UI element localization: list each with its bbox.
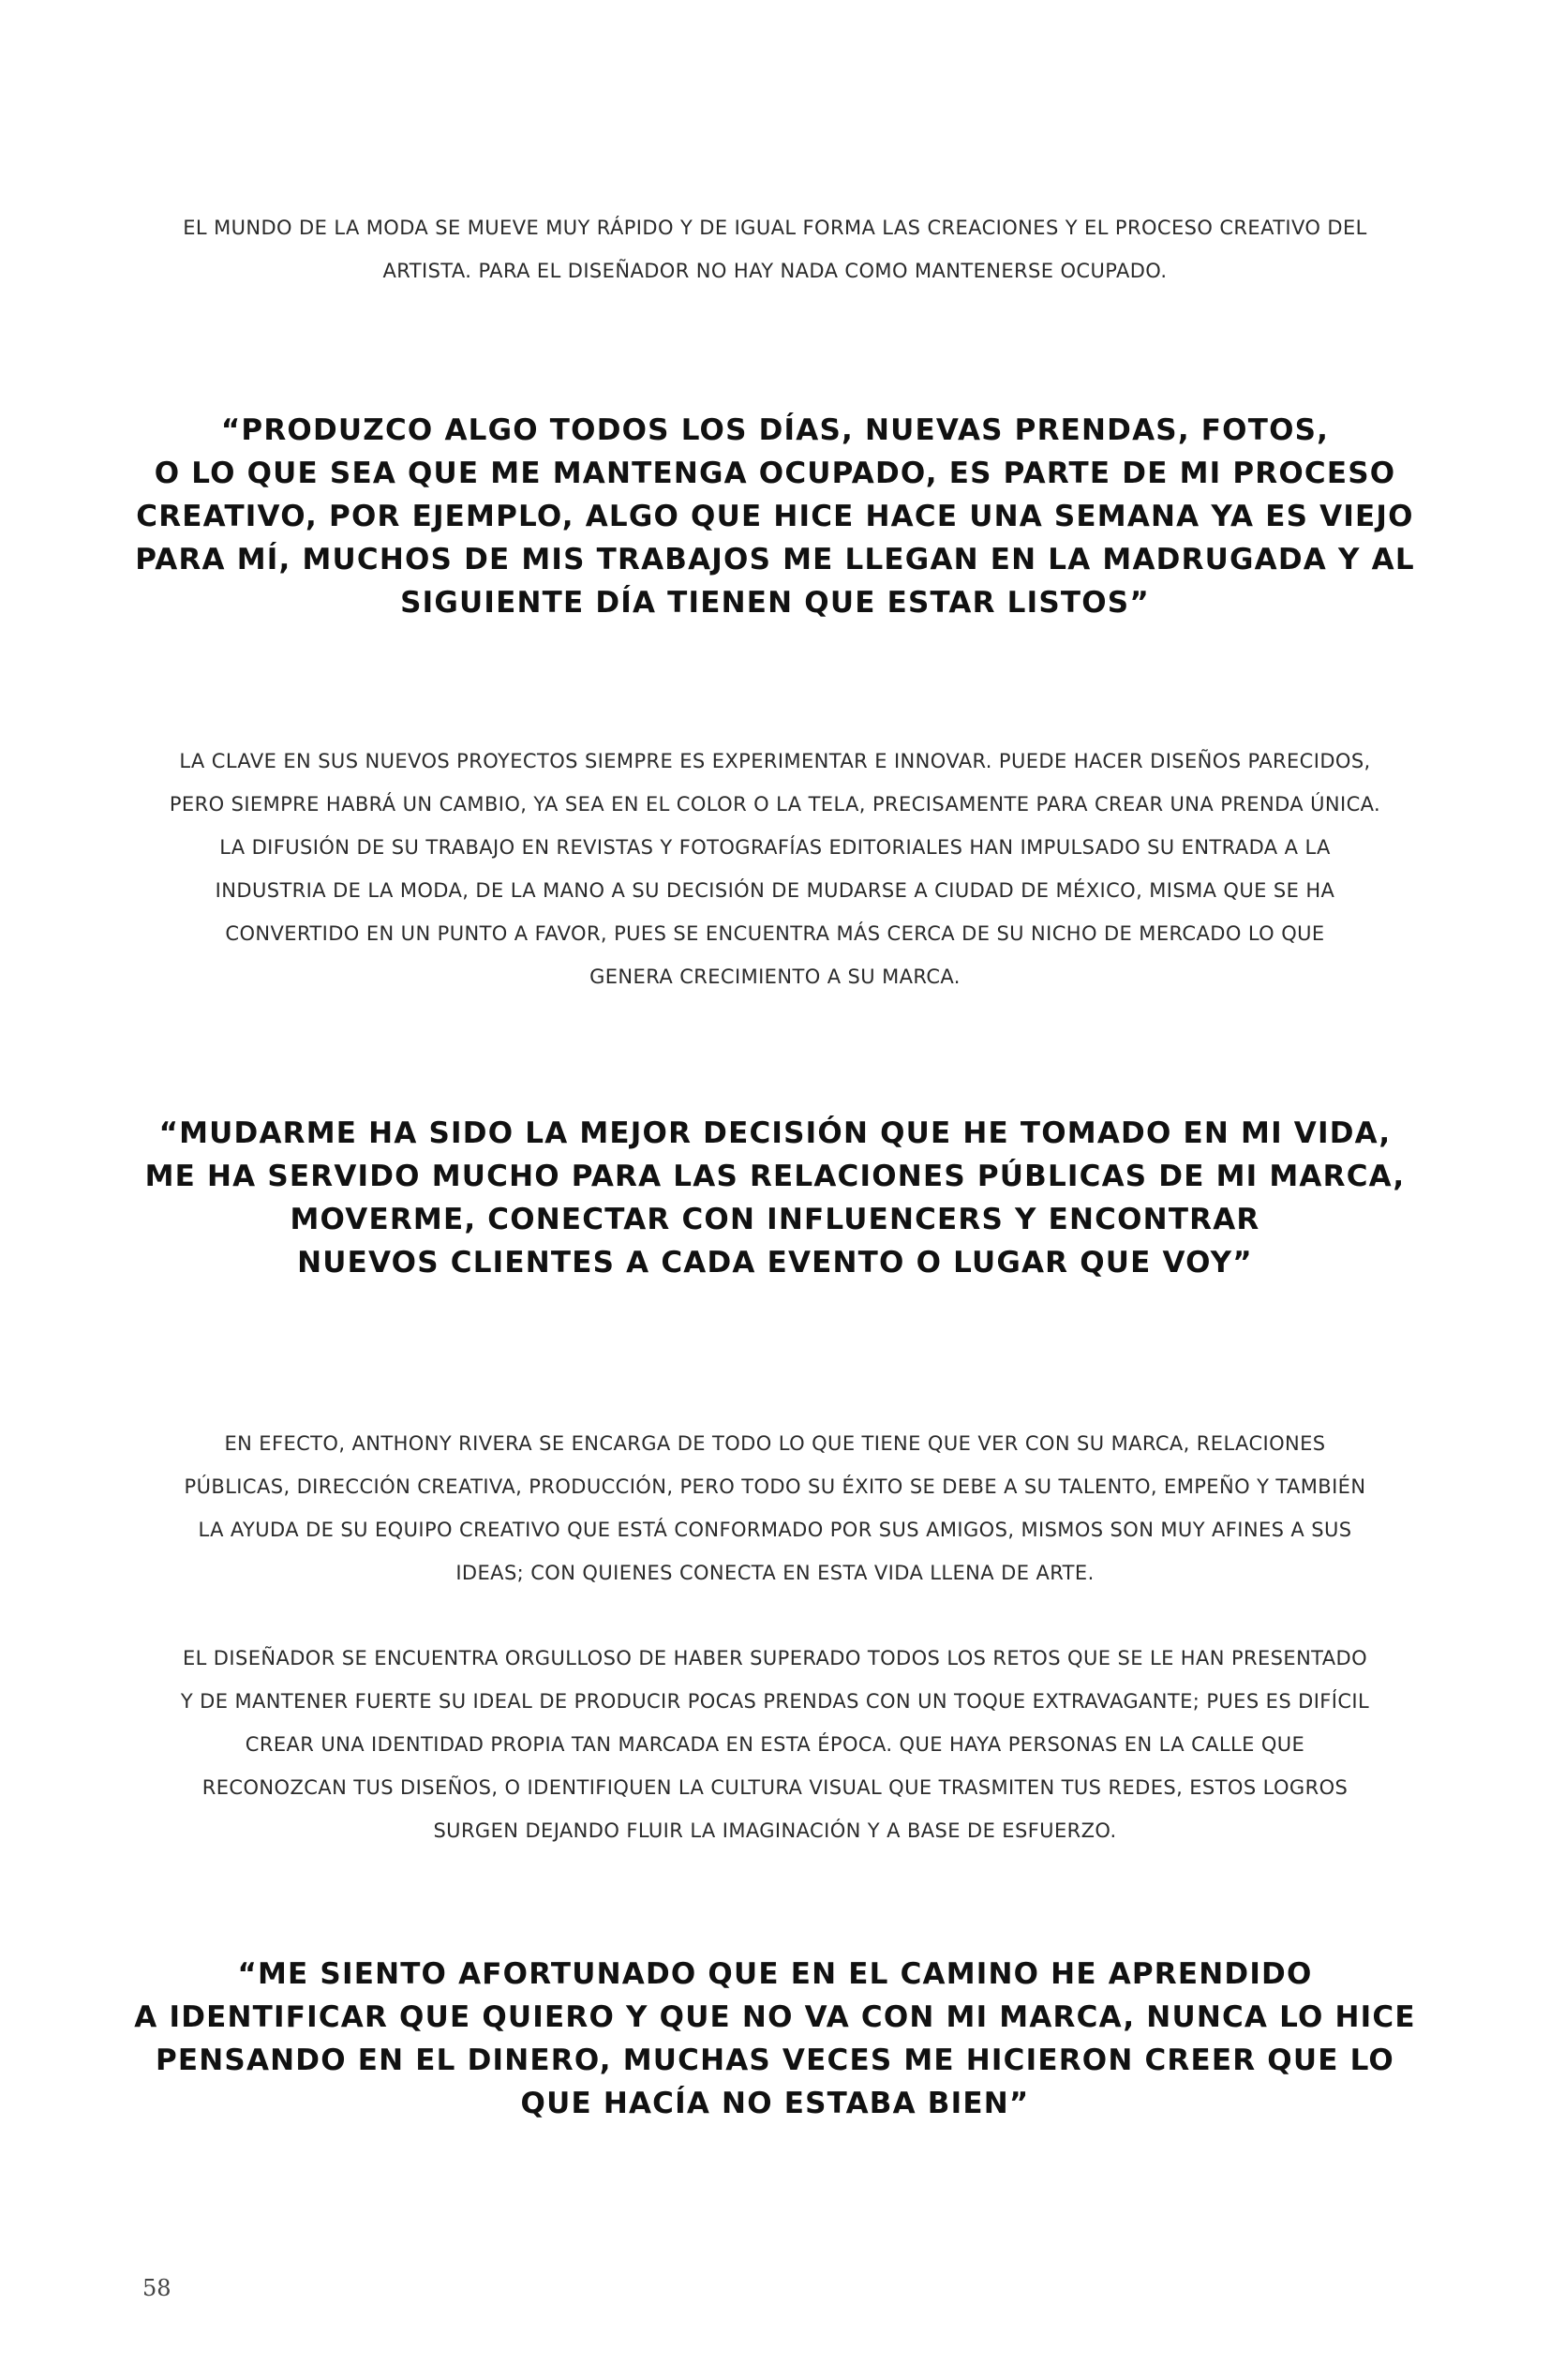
- pull-quote-2: [131, 1112, 1419, 1284]
- text-line: Y DE MANTENER FUERTE SU IDEAL DE PRODUCIR POCAS PRENDAS CON UN TOQUE EXTRAVAGANTE; PUES ES DIFÍCIL: [180, 1690, 1370, 1713]
- text-line: PERO SIEMPRE HABRÁ UN CAMBIO, YA SEA EN EL COLOR O LA TELA, PRECISAMENTE PARA CREAR UNA PRENDA ÚNICA.: [169, 793, 1381, 816]
- text-line: EL MUNDO DE LA MODA SE MUEVE MUY RÁPIDO Y DE IGUAL FORMA LAS CREACIONES Y EL PROCESO CREATIVO DEL: [183, 217, 1367, 239]
- page-number: 58: [142, 2275, 171, 2301]
- quote-line: CREATIVO, POR EJEMPLO, ALGO QUE HICE HACE UNA SEMANA YA ES VIEJO: [136, 500, 1414, 533]
- text-line: RECONOZCAN TUS DISEÑOS, O IDENTIFIQUEN LA CULTURA VISUAL QUE TRASMITEN TUS REDES, ESTOS LOGROS: [201, 1776, 1349, 1799]
- intro-paragraph: [131, 206, 1419, 292]
- text-line: LA AYUDA DE SU EQUIPO CREATIVO QUE ESTÁ CONFORMADO POR SUS AMIGOS, MISMOS SON MUY AFINES A SUS: [198, 1519, 1352, 1541]
- quote-line: “ME SIENTO AFORTUNADO QUE EN EL CAMINO HE APRENDIDO: [237, 1957, 1313, 1991]
- text-line: ARTISTA. PARA EL DISEÑADOR NO HAY NADA COMO MANTENERSE OCUPADO.: [382, 260, 1168, 282]
- text-line: EL DISEÑADOR SE ENCUENTRA ORGULLOSO DE HABER SUPERADO TODOS LOS RETOS QUE SE LE HAN PRESENTADO: [182, 1647, 1368, 1669]
- quote-line: NUEVOS CLIENTES A CADA EVENTO O LUGAR QUE VOY”: [297, 1246, 1253, 1280]
- text-line: LA CLAVE EN SUS NUEVOS PROYECTOS SIEMPRE ES EXPERIMENTAR E INNOVAR. PUEDE HACER DISEÑOS PARECIDOS,: [179, 750, 1371, 772]
- text-line: SURGEN DEJANDO FLUIR LA IMAGINACIÓN Y A BASE DE ESFUERZO.: [433, 1819, 1117, 1842]
- quote-line: MOVERME, CONECTAR CON INFLUENCERS Y ENCONTRAR: [290, 1203, 1260, 1236]
- quote-line: SIGUIENTE DÍA TIENEN QUE ESTAR LISTOS”: [400, 586, 1150, 620]
- quote-line: PARA MÍ, MUCHOS DE MIS TRABAJOS ME LLEGAN EN LA MADRUGADA Y AL: [135, 543, 1415, 576]
- quote-line: QUE HACÍA NO ESTABA BIEN”: [520, 2087, 1030, 2120]
- body-paragraph-3: [131, 1422, 1419, 1594]
- quote-line: PENSANDO EN EL DINERO, MUCHAS VECES ME HICIERON CREER QUE LO: [155, 2043, 1394, 2077]
- text-line: INDUSTRIA DE LA MODA, DE LA MANO A SU DECISIÓN DE MUDARSE A CIUDAD DE MÉXICO, MISMA QUE SE HA: [215, 879, 1335, 902]
- text-line: PÚBLICAS, DIRECCIÓN CREATIVA, PRODUCCIÓN, PERO TODO SU ÉXITO SE DEBE A SU TALENTO, EMPEÑO Y TAMBIÉN: [184, 1475, 1366, 1498]
- text-line: EN EFECTO, ANTHONY RIVERA SE ENCARGA DE TODO LO QUE TIENE QUE VER CON SU MARCA, RELACIONES: [224, 1432, 1326, 1455]
- quote-line: A IDENTIFICAR QUE QUIERO Y QUE NO VA CON MI MARCA, NUNCA LO HICE: [134, 2000, 1416, 2034]
- text-line: CONVERTIDO EN UN PUNTO A FAVOR, PUES SE ENCUENTRA MÁS CERCA DE SU NICHO DE MERCADO LO QUE: [225, 922, 1325, 945]
- body-paragraph-4: [131, 1637, 1419, 1852]
- text-line: CREAR UNA IDENTIDAD PROPIA TAN MARCADA EN ESTA ÉPOCA. QUE HAYA PERSONAS EN LA CALLE QUE: [245, 1733, 1305, 1756]
- quote-line: O LO QUE SEA QUE ME MANTENGA OCUPADO, ES PARTE DE MI PROCESO: [154, 457, 1396, 490]
- quote-line: “PRODUZCO ALGO TODOS LOS DÍAS, NUEVAS PRENDAS, FOTOS,: [220, 413, 1330, 447]
- quote-line: “MUDARME HA SIDO LA MEJOR DECISIÓN QUE HE TOMADO EN MI VIDA,: [158, 1116, 1392, 1150]
- text-line: IDEAS; CON QUIENES CONECTA EN ESTA VIDA LLENA DE ARTE.: [455, 1562, 1095, 1584]
- pull-quote-3: [131, 1953, 1419, 2125]
- text-line: LA DIFUSIÓN DE SU TRABAJO EN REVISTAS Y FOTOGRAFÍAS EDITORIALES HAN IMPULSADO SU ENTRADA A LA: [219, 836, 1331, 859]
- pull-quote-1: [131, 409, 1419, 624]
- body-paragraph-2: [131, 740, 1419, 998]
- quote-line: ME HA SERVIDO MUCHO PARA LAS RELACIONES PÚBLICAS DE MI MARCA,: [144, 1160, 1406, 1193]
- text-line: GENERA CRECIMIENTO A SU MARCA.: [589, 965, 961, 988]
